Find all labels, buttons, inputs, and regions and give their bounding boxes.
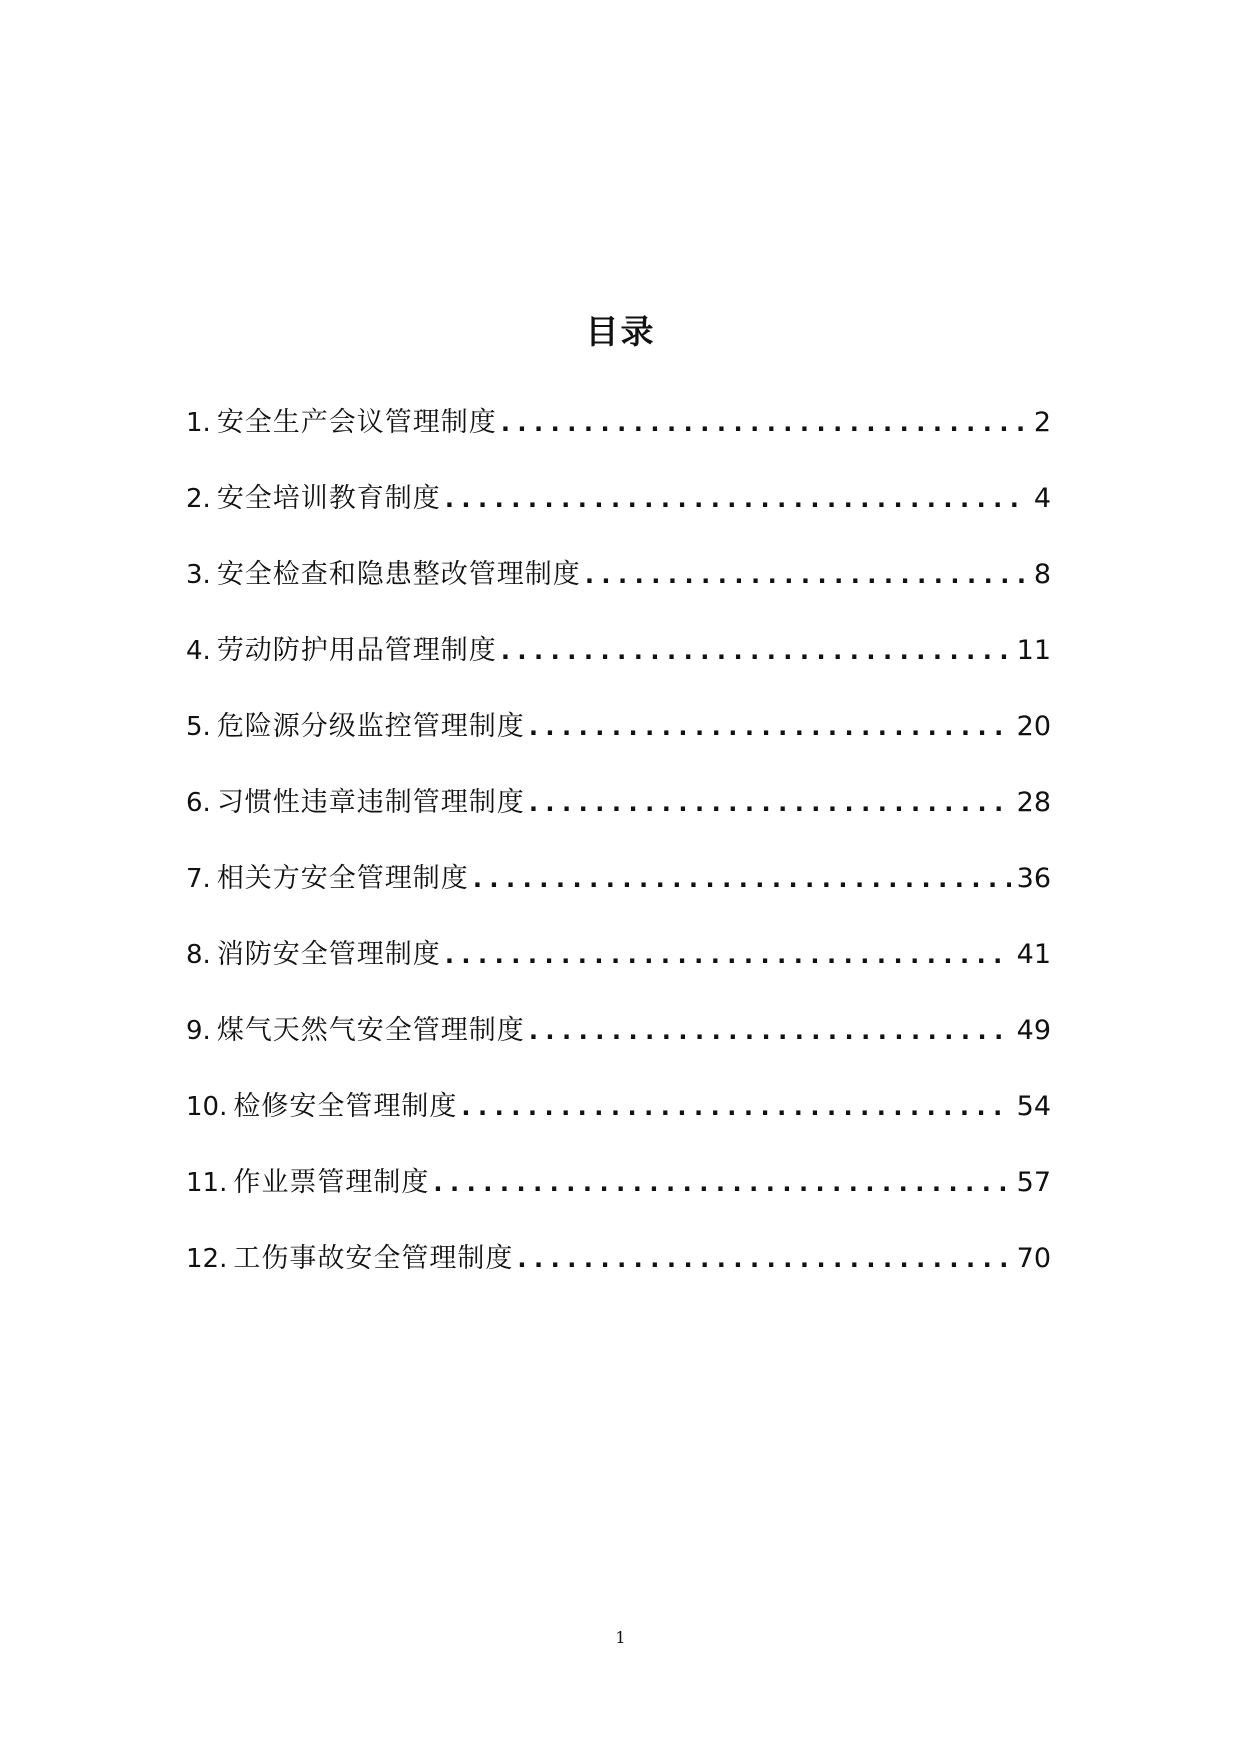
toc-entry-12[interactable] <box>186 1239 1051 1315</box>
toc-entry-10[interactable] <box>186 1087 1051 1163</box>
toc-dot-leader <box>501 403 1028 443</box>
toc-entry-title: 相关方安全管理制度 <box>216 863 469 894</box>
toc-entry-title: 习惯性违章违制管理制度 <box>216 787 525 818</box>
toc-entry-7[interactable] <box>186 859 1051 935</box>
toc-title: 目录 <box>585 312 656 351</box>
toc-entry-page: 11 <box>1016 635 1051 666</box>
toc-entry-number: 9. <box>186 1016 211 1046</box>
toc-entry-page: 41 <box>1016 939 1051 970</box>
toc-entry-title: 作业票管理制度 <box>233 1167 430 1198</box>
toc-entry-8[interactable] <box>186 935 1051 1011</box>
toc-entry-9[interactable] <box>186 1011 1051 1087</box>
toc-entry-page: 8 <box>1033 559 1051 590</box>
toc-dot-leader <box>445 935 1011 975</box>
toc-entry-number: 1. <box>186 408 211 438</box>
toc-entry-number: 11. <box>186 1168 228 1198</box>
toc-dot-leader <box>585 555 1028 595</box>
toc-dot-leader <box>461 1087 1010 1127</box>
toc-dot-leader <box>517 1239 1010 1279</box>
footer-page-number: 1 <box>615 1628 626 1647</box>
toc-entry-page: 36 <box>1016 863 1051 894</box>
toc-entry-title: 安全生产会议管理制度 <box>216 407 497 438</box>
toc-entry-number: 3. <box>186 560 211 590</box>
toc-entry-title: 消防安全管理制度 <box>216 939 441 970</box>
toc-entry-5[interactable] <box>186 707 1051 783</box>
toc-entry-title: 危险源分级监控管理制度 <box>216 711 525 742</box>
toc-entry-number: 6. <box>186 788 211 818</box>
toc-entry-title: 安全检查和隐患整改管理制度 <box>216 559 581 590</box>
toc-entry-page: 20 <box>1016 711 1051 742</box>
toc-entry-page: 49 <box>1016 1015 1051 1046</box>
toc-dot-leader <box>445 479 1028 519</box>
toc-list <box>186 403 1051 1315</box>
toc-entry-number: 4. <box>186 636 211 666</box>
toc-dot-leader <box>473 859 1011 899</box>
toc-entry-number: 12. <box>186 1244 228 1274</box>
toc-entry-title: 检修安全管理制度 <box>233 1091 458 1122</box>
toc-entry-6[interactable] <box>186 783 1051 859</box>
toc-entry-number: 7. <box>186 864 211 894</box>
toc-entry-page: 28 <box>1016 787 1051 818</box>
toc-dot-leader <box>529 783 1011 823</box>
toc-dot-leader <box>529 1011 1011 1051</box>
toc-entry-2[interactable] <box>186 479 1051 555</box>
toc-entry-page: 57 <box>1016 1167 1051 1198</box>
toc-entry-1[interactable] <box>186 403 1051 479</box>
toc-entry-title: 工伤事故安全管理制度 <box>233 1243 514 1274</box>
toc-entry-page: 54 <box>1016 1091 1051 1122</box>
toc-dot-leader <box>433 1163 1010 1203</box>
toc-entry-number: 2. <box>186 484 211 514</box>
toc-entry-title: 煤气天然气安全管理制度 <box>216 1015 525 1046</box>
toc-entry-page: 70 <box>1016 1243 1051 1274</box>
toc-entry-title: 安全培训教育制度 <box>216 483 441 514</box>
toc-entry-number: 10. <box>186 1092 228 1122</box>
toc-dot-leader <box>501 631 1011 671</box>
toc-entry-title: 劳动防护用品管理制度 <box>216 635 497 666</box>
toc-entry-11[interactable] <box>186 1163 1051 1239</box>
toc-entry-number: 5. <box>186 712 211 742</box>
toc-entry-number: 8. <box>186 940 211 970</box>
toc-entry-page: 4 <box>1033 483 1051 514</box>
toc-entry-page: 2 <box>1033 407 1051 438</box>
toc-entry-3[interactable] <box>186 555 1051 631</box>
toc-entry-4[interactable] <box>186 631 1051 707</box>
toc-dot-leader <box>529 707 1011 747</box>
